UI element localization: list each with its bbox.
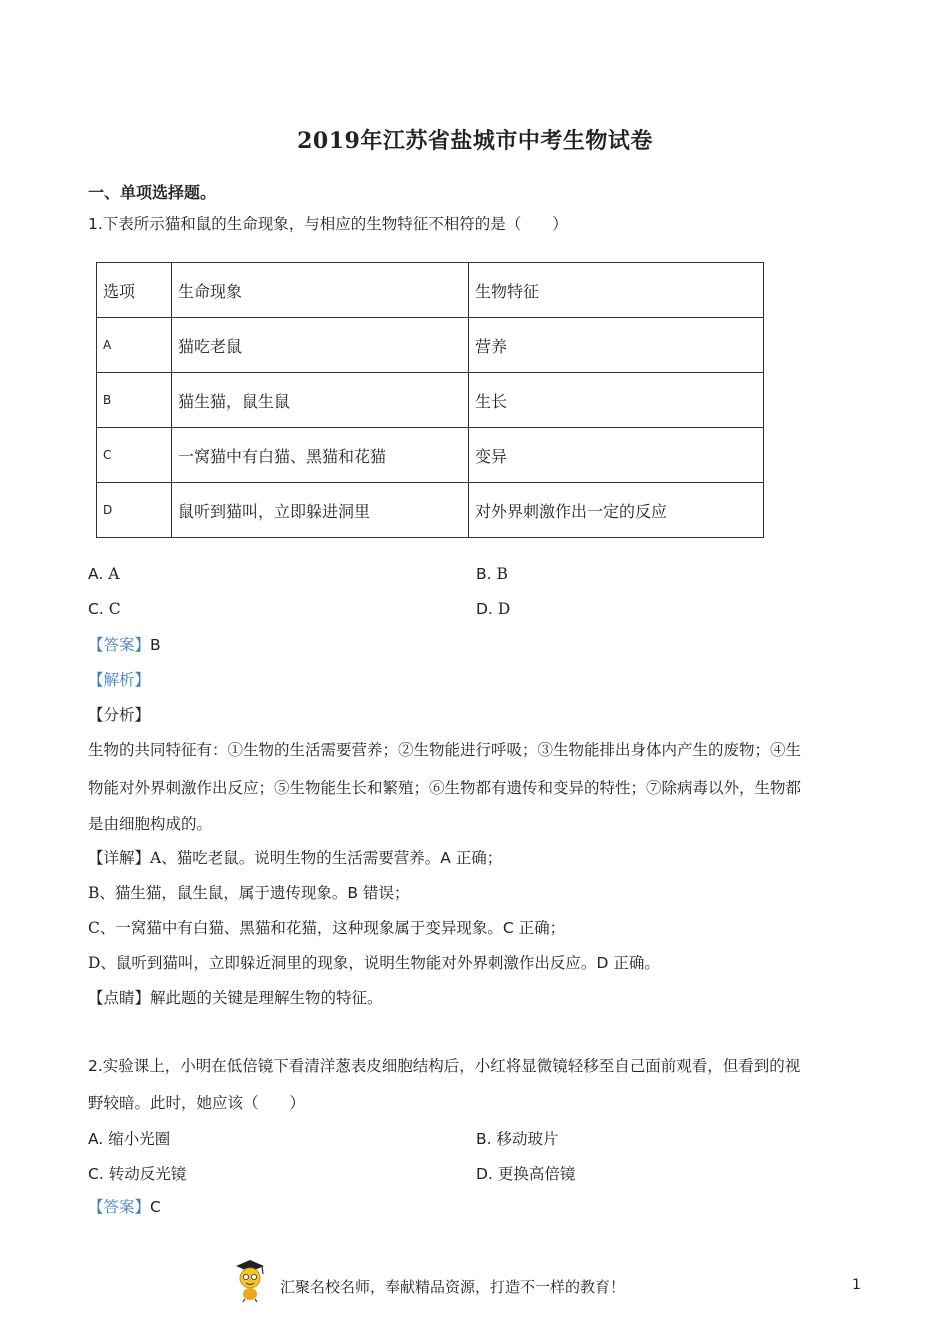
- mascot-icon: [232, 1258, 268, 1302]
- table-row: [97, 483, 764, 538]
- table-cell: 鼠听到猫叫，立即躲进洞里: [172, 483, 469, 538]
- option-a: A. A: [88, 565, 120, 583]
- answer-value: C: [150, 1198, 161, 1216]
- answer-label: 【答案】: [88, 1198, 151, 1216]
- answer-line: [88, 635, 161, 655]
- option-b: B. 移动玻片: [476, 1130, 559, 1148]
- table-header-row: [97, 263, 764, 318]
- option-b: B. B: [476, 565, 508, 583]
- table-row: [97, 428, 764, 483]
- table-cell: 生长: [469, 373, 764, 428]
- question-2-stem-cont: 野较暗。此时，她应该（ ）: [88, 1094, 306, 1112]
- table-cell: 变异: [469, 428, 764, 483]
- option-a: A. 缩小光圈: [88, 1130, 171, 1148]
- question-number: 1.: [88, 215, 103, 233]
- footer-slogan: 汇聚名校名师，奉献精品资源，打造不一样的教育！: [280, 1278, 626, 1296]
- table-row: [97, 373, 764, 428]
- analysis-label: 【解析】: [88, 671, 151, 689]
- question-1-table: [96, 262, 764, 538]
- table-header-cell: 选项: [97, 263, 172, 318]
- answer-label: 【答案】: [88, 636, 151, 654]
- fenxi-label: 【分析】: [88, 706, 151, 724]
- answer-value: B: [150, 636, 161, 654]
- fenxi-line: 物能对外界刺激作出反应；⑤生物能生长和繁殖；⑥生物都有遗传和变异的特性；⑦除病毒以外，生物都: [88, 779, 802, 797]
- dianjing-label: 【点睛】: [88, 989, 151, 1007]
- fenxi-line: 是由细胞构成的。: [88, 815, 213, 833]
- table-cell: A: [97, 318, 172, 373]
- option-c: C. C: [88, 600, 121, 618]
- table-cell: 营养: [469, 318, 764, 373]
- question-2-stem: 2.实验课上，小明在低倍镜下看清洋葱表皮细胞结构后，小红将显微镜轻移至自己面前观看，但看到的视: [88, 1057, 801, 1075]
- detail-line: B、猫生猫，鼠生鼠，属于遗传现象。B 错误；: [88, 884, 410, 902]
- question-text: 下表所示猫和鼠的生命现象，与相应的生物特征不相符的是（ ）: [102, 215, 568, 233]
- table-cell: 猫生猫，鼠生鼠: [172, 373, 469, 428]
- detail-line: 【详解】A、猫吃老鼠。说明生物的生活需要营养。A 正确；: [88, 849, 503, 867]
- table-row: [97, 318, 764, 373]
- page-title: 2019年江苏省盐城市中考生物试卷: [297, 128, 653, 154]
- option-c: C. 转动反光镜: [88, 1165, 187, 1183]
- table-cell: D: [97, 483, 172, 538]
- detail-label: 【详解】: [88, 849, 151, 867]
- question-1-stem: [88, 214, 568, 234]
- option-d: D. D: [476, 600, 511, 618]
- section-heading: 一、单项选择题。: [88, 183, 217, 202]
- table-header-cell: 生物特征: [469, 263, 764, 318]
- table-cell: C: [97, 428, 172, 483]
- table-cell: B: [97, 373, 172, 428]
- dianjing-line: 【点睛】解此题的关键是理解生物的特征。: [88, 989, 383, 1007]
- question-number: 2.: [88, 1057, 103, 1075]
- table-header-cell: 生命现象: [172, 263, 469, 318]
- option-d: D. 更换高倍镜: [476, 1165, 576, 1183]
- answer-line: [88, 1197, 161, 1217]
- table-cell: 对外界刺激作出一定的反应: [469, 483, 764, 538]
- detail-line: C、一窝猫中有白猫、黑猫和花猫，这种现象属于变异现象。C 正确；: [88, 919, 566, 937]
- table-cell: 猫吃老鼠: [172, 318, 469, 373]
- page-number: 1: [852, 1277, 861, 1293]
- detail-line: D、鼠听到猫叫，立即躲近洞里的现象，说明生物能对外界刺激作出反应。D 正确。: [88, 954, 660, 972]
- table-cell: 一窝猫中有白猫、黑猫和花猫: [172, 428, 469, 483]
- fenxi-line: 生物的共同特征有：①生物的生活需要营养；②生物能进行呼吸；③生物能排出身体内产生的废物；④生: [88, 741, 802, 759]
